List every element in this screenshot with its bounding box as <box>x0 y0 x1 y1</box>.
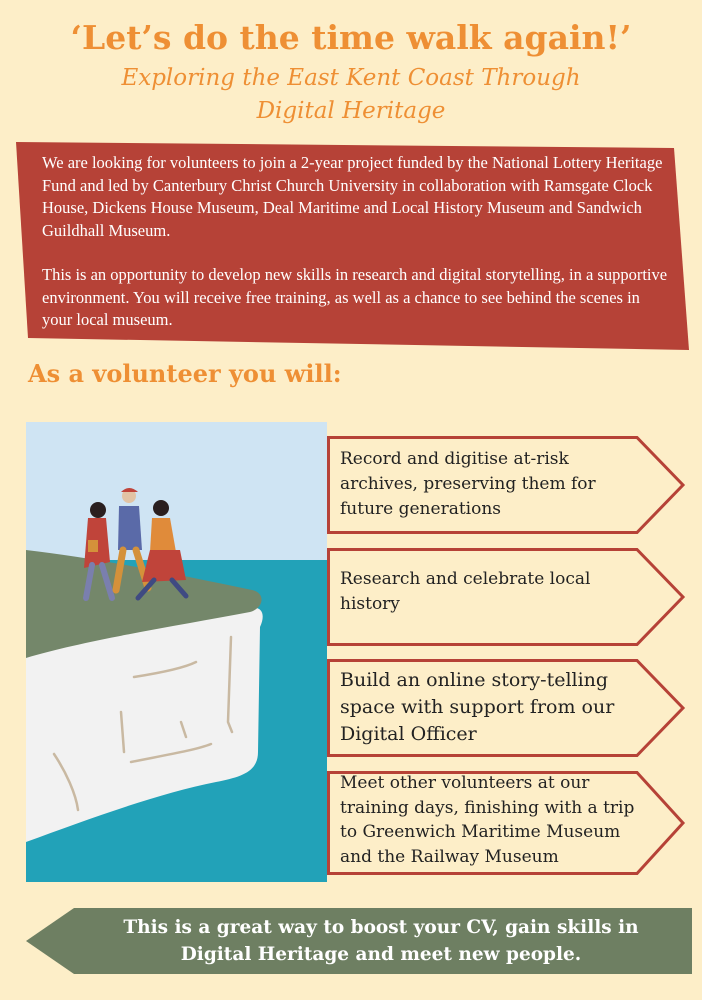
footer-text: This is a great way to boost your CV, gain skills in Digital Heritage and meet new people. <box>123 917 639 965</box>
page-title: ‘Let’s do the time walk again!’ <box>70 18 632 57</box>
intro-paragraph-1: We are looking for volunteers to join a 2-year project funded by the National Lottery Heritage Fund and led by Canterbury Christ Church University in collaboration with Ramsgate Clock House, Dickens House Museum, Deal Maritime and Local History Museum and Sandwich Guildhall Museum. <box>42 153 663 240</box>
footer-banner <box>26 906 692 976</box>
volunteer-item-1 <box>327 436 689 534</box>
volunteer-item-text: Research and celebrate local history <box>340 569 591 614</box>
page-subtitle: Exploring the East Kent Coast Through Digital Heritage <box>121 65 581 124</box>
volunteer-item-4 <box>327 771 689 875</box>
volunteer-item-3 <box>327 659 689 757</box>
volunteer-item-text: Meet other volunteers at our training days, finishing with a trip to Greenwich Maritime Museum and the Railway Museum <box>340 773 635 867</box>
volunteer-item-text: Record and digitise at-risk archives, preserving them for future generations <box>340 449 596 519</box>
volunteer-item-2 <box>327 548 689 646</box>
intro-paragraph-2: This is an opportunity to develop new skills in research and digital storytelling, in a supportive environment. You will receive free training, as well as a chance to see behind the scenes in your local museum. <box>42 265 668 329</box>
intro-banner <box>14 140 690 352</box>
volunteer-heading: As a volunteer you will: <box>28 359 342 388</box>
cliff-walk-illustration <box>26 422 327 882</box>
volunteer-item-text: Build an online story-telling space with support from our Digital Officer <box>340 669 615 745</box>
